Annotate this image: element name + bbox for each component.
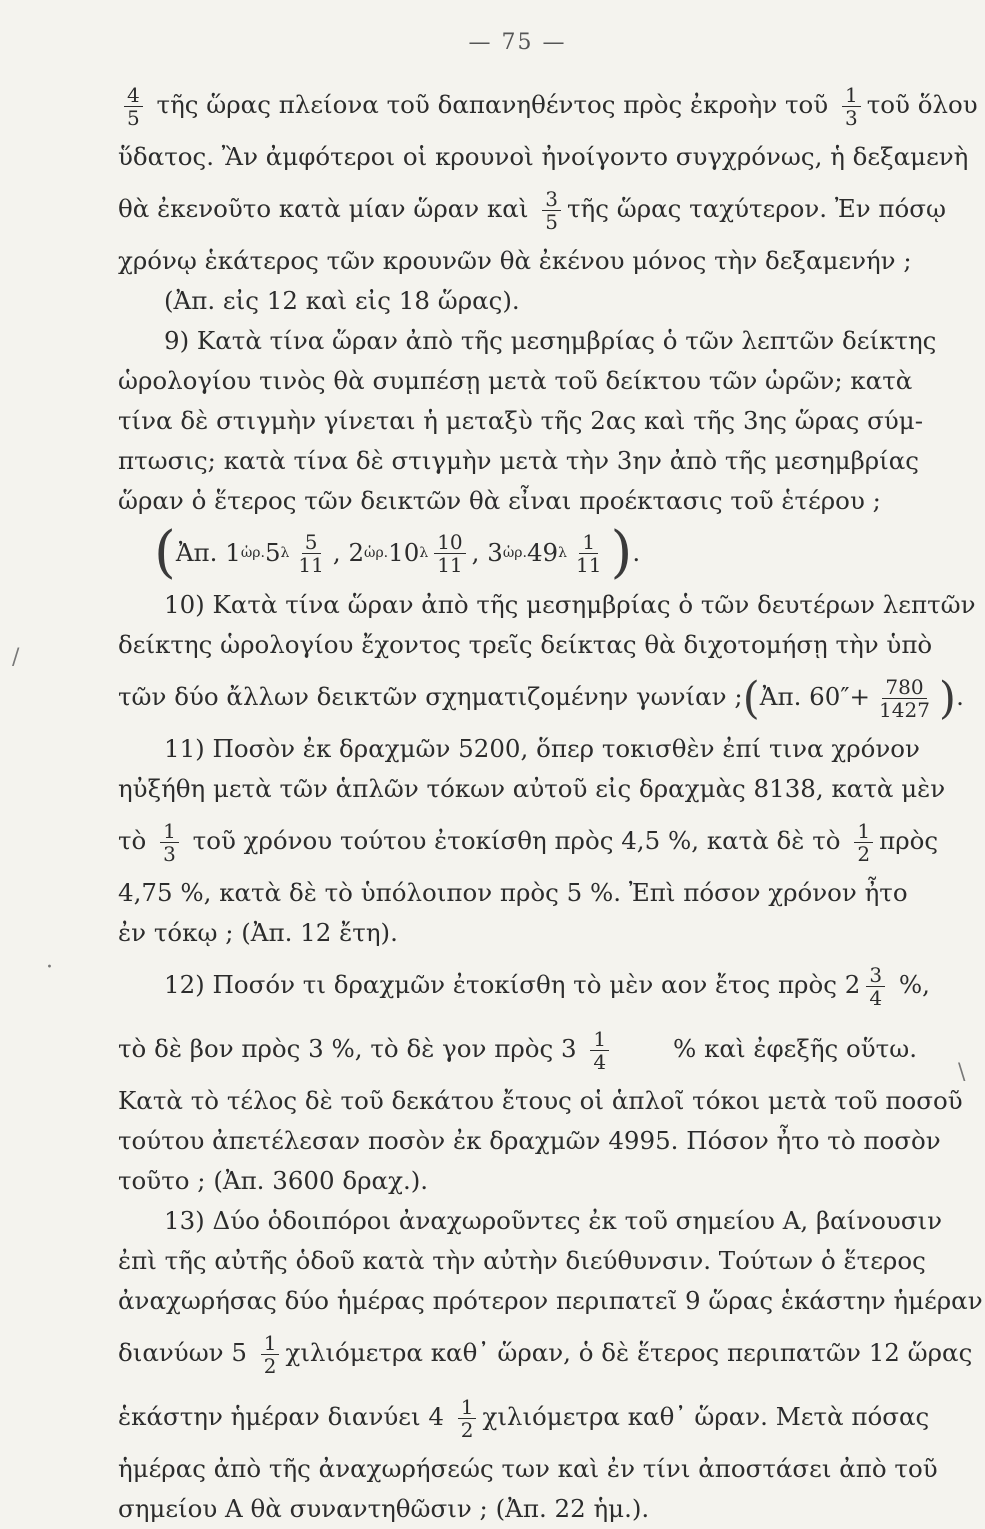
margin-mark: \ xyxy=(958,1060,966,1085)
text-line: τίνα δὲ στιγμὴν γίνεται ἡ μεταξὺ τῆς 2ας καὶ τῆς 3ης ὥρας σύμ- xyxy=(118,406,923,435)
fraction: $\frac{4}{5}$ xyxy=(124,84,143,129)
text-line: διανύων 5 $\frac{1}{2}$ χιλιόμετρα καθ᾽ ὥραν, ὁ δὲ ἕτερος περιπατῶν 12 ὥρας xyxy=(118,1331,973,1378)
text-line: ὡρολογίου τινὸς θὰ συμπέσῃ μετὰ τοῦ δείκτου τῶν ὡρῶν; κατὰ xyxy=(118,366,913,395)
text-line: τῶν δύο ἄλλων δεικτῶν σχηματιζομένην γωνίαν ; (Ἀπ. 60″+ $\frac{780}{1427}$ ). xyxy=(118,672,964,724)
text-line: ἡμέρας ἀπὸ τῆς ἀναχωρήσεώς των καὶ ἐν τίνι ἀποστάσει ἀπὸ τοῦ xyxy=(118,1454,938,1483)
fraction: $\frac{1}{4}$ xyxy=(590,1028,609,1073)
problem-9-start: 9) Κατὰ τίνα ὥραν ἀπὸ τῆς μεσημβρίας ὁ τῶν λεπτῶν δείκτης xyxy=(164,326,937,355)
text-line: ἑκάστην ἡμέραν διανύει 4 $\frac{1}{2}$ χιλιόμετρα καθ᾽ ὥραν. Μετὰ πόσας xyxy=(118,1395,930,1442)
fraction: $\frac{780}{1427}$ xyxy=(879,675,930,722)
fraction: $\frac{3}{5}$ xyxy=(542,188,561,233)
text-line: ἐπὶ τῆς αὐτῆς ὁδοῦ κατὰ τὴν αὐτὴν διεύθυνσιν. Τούτων ὁ ἕτερος xyxy=(118,1246,926,1275)
fraction: $\frac{1}{3}$ xyxy=(160,820,179,865)
problem-13-start: 13) Δύο ὁδοιπόροι ἀναχωροῦντες ἐκ τοῦ σημείου Α, βαίνουσιν xyxy=(164,1206,943,1235)
text-line: δείκτης ὡρολογίου ἔχοντος τρεῖς δείκτας θὰ διχοτομήσῃ τὴν ὑπὸ xyxy=(118,630,933,659)
margin-mark: / xyxy=(12,645,20,670)
margin-mark: · xyxy=(46,955,53,980)
text-line: θὰ ἐκενοῦτο κατὰ μίαν ὥραν καὶ $\frac{3}{5}$ τῆς ὥρας ταχύτερον. Ἐν πόσῳ xyxy=(118,187,946,234)
answer-line: (Ἀπ. εἰς 12 καὶ εἰς 18 ὥρας). xyxy=(164,286,520,315)
text-line: τὸ δὲ βον πρὸς 3 %, τὸ δὲ γον πρὸς 3 $\frac{1}{4}$ % καὶ ἐφεξῆς οὕτω. xyxy=(118,1027,917,1074)
text-line: $\frac{4}{5}$ τῆς ὥρας πλείονα τοῦ δαπανηθέντος πρὸς ἐκροὴν τοῦ $\frac{1}{3}$ τοῦ ὅλου xyxy=(118,73,917,137)
fraction: $\frac{5}{11}$ xyxy=(298,529,324,577)
text-line: ηὐξήθη μετὰ τῶν ἁπλῶν τόκων αὐτοῦ εἰς δραχμὰς 8138, κατὰ μὲν xyxy=(118,774,946,803)
text-line: ἐν τόκῳ ; (Ἀπ. 12 ἔτη). xyxy=(118,918,398,947)
text-line: σημείου Α θὰ συναντηθῶσιν ; (Ἀπ. 22 ἡμ.). xyxy=(118,1494,650,1523)
text-line: πτωσις; κατὰ τίνα δὲ στιγμὴν μετὰ τὴν 3ην ἀπὸ τῆς μεσημβρίας xyxy=(118,446,920,475)
fraction: $\frac{3}{4}$ xyxy=(866,964,885,1009)
text-line: τούτου ἀπετέλεσαν ποσὸν ἐκ δραχμῶν 4995. Πόσον ἦτο τὸ ποσὸν xyxy=(118,1126,941,1155)
fraction: $\frac{1}{2}$ xyxy=(458,1396,477,1441)
fraction: $\frac{1}{2}$ xyxy=(854,820,873,865)
text-line: ὥραν ὁ ἕτερος τῶν δεικτῶν θὰ εἶναι προέκτασις τοῦ ἑτέρου ; xyxy=(118,486,881,515)
problem-10-start: 10) Κατὰ τίνα ὥραν ἀπὸ τῆς μεσημβρίας ὁ τῶν δευτέρων λεπτῶν xyxy=(164,590,976,619)
text-line: ὕδατος. Ἂν ἀμφότεροι οἱ κρουνοὶ ἠνοίγοντο συγχρόνως, ἡ δεξαμενὴ xyxy=(118,142,969,171)
fraction: $\frac{10}{11}$ xyxy=(434,531,465,576)
fraction: $\frac{1}{3}$ xyxy=(842,84,861,129)
page-number: — 75 — xyxy=(468,30,567,55)
text-line: ἀναχωρήσας δύο ἡμέρας πρότερον περιπατεῖ 9 ὥρας ἑκάστην ἡμέραν xyxy=(118,1286,983,1315)
text-line: χρόνῳ ἑκάτερος τῶν κρουνῶν θὰ ἐκένου μόνος τὴν δεξαμενήν ; xyxy=(118,246,912,275)
answer-line: ( Ἀπ. 1 ὡρ. 5 λ $\frac{5}{11}$ , 2 ὡρ. 10 λ $\frac{10}{11}$ , 3 ὡρ. 49 λ $\frac{1}{11}$ ) . xyxy=(154,520,641,585)
text-line: τοῦτο ; (Ἀπ. 3600 δραχ.). xyxy=(118,1166,429,1195)
text-line: τὸ $\frac{1}{3}$ τοῦ χρόνου τούτου ἐτοκίσθη πρὸς 4,5 %, κατὰ δὲ τὸ $\frac{1}{2}$ πρὸς xyxy=(118,819,939,866)
problem-11-start: 11) Ποσὸν ἐκ δραχμῶν 5200, ὅπερ τοκισθὲν ἐπί τινα χρόνον xyxy=(164,734,920,763)
text-line: 4,75 %, κατὰ δὲ τὸ ὑπόλοιπον πρὸς 5 %. Ἐπὶ πόσον χρόνον ἦτο xyxy=(118,878,908,907)
fraction: $\frac{1}{11}$ xyxy=(576,529,602,577)
problem-12-start: 12) Ποσόν τι δραχμῶν ἐτοκίσθη τὸ μὲν αον ἔτος πρὸς 2 $\frac{3}{4}$ %, xyxy=(164,963,930,1010)
fraction: $\frac{1}{2}$ xyxy=(261,1332,280,1377)
text-line: Κατὰ τὸ τέλος δὲ τοῦ δεκάτου ἔτους οἱ ἁπλοῖ τόκοι μετὰ τοῦ ποσοῦ xyxy=(118,1086,963,1115)
